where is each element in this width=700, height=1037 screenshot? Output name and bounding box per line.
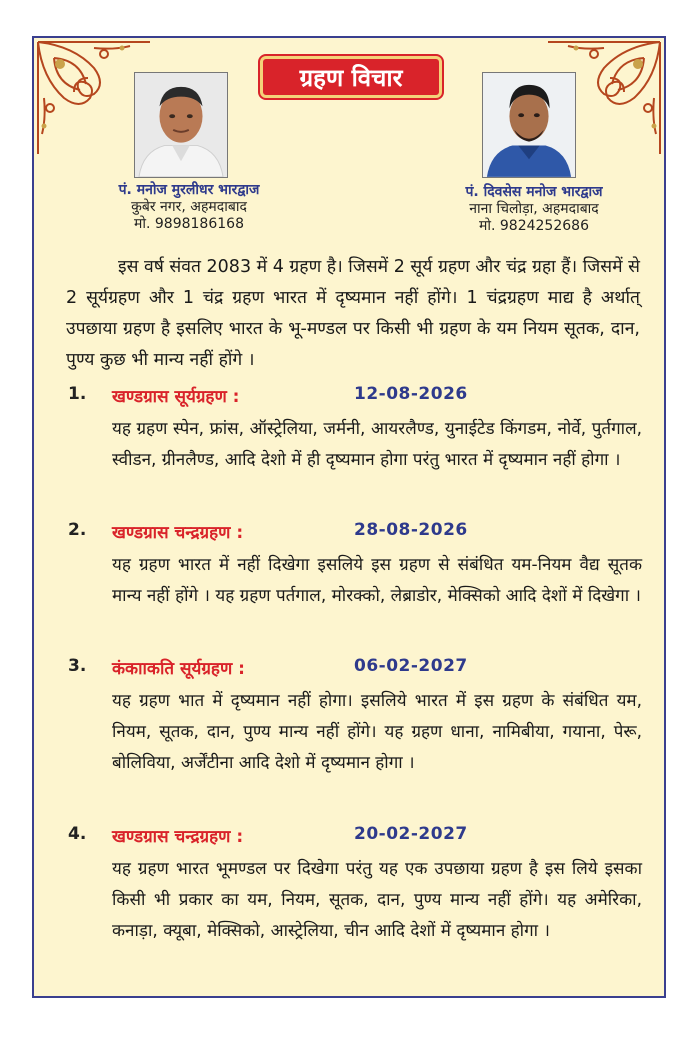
person-left-phone: मो. 9898186168 [134,216,244,232]
eclipse-item-1 [34,384,664,470]
intro-paragraph: इस वर्ष संवत 2083 में 4 ग्रहण है। जिसमें 2 सूर्य ग्रहण और चंद्र ग्रहा हैं। जिसमें से 2 सूर्यग्रहण और 1 चंद्र ग्रहण भारत में दृष्यमान नहीं होंगे। 1 चंद्रग्रहण माद्य है अर्थात् उपछाया ग्रहण है इसलिए भारत के भू-मण्डल पर किसी भी ग्रहण के यम नियम सूतक, दान, पुण्य कुछ भी मान्य नहीं होंगे । [66,257,640,370]
item-title: खण्डग्रास चन्द्रग्रहण : [112,827,244,847]
person-info-left [74,182,304,233]
title-banner [260,56,442,98]
item-number: 4. [68,824,87,844]
item-description: यह ग्रहण भारत भूमण्डल पर दिखेगा परंतु यह एक उपछाया ग्रहण है इस लिये इसका किसी भी प्रकार का यम, नियम, सूतक, दान, पुण्य मान्य नहीं होंगे। यह अमेरिका, कनाड़ा, क्यूबा, मेक्सिको, आस्ट्रेलिया, चीन आदि देशों में दृष्यमान होगा । [112,859,642,941]
eclipse-item-3 [34,656,664,773]
person-right-name: पं. दिवसेस मनोज भारद्वाज [465,184,603,200]
item-number: 3. [68,656,87,676]
item-date: 28-08-2026 [354,520,468,540]
item-title: खण्डग्रास सूर्यग्रहण : [112,387,240,407]
item-title: खण्डग्रास चन्द्रग्रहण : [112,523,244,543]
person-info-right [414,184,654,235]
item-number: 1. [68,384,87,404]
person-right-phone: मो. 9824252686 [479,218,589,234]
item-description: यह ग्रहण भारत में नहीं दिखेगा इसलिये इस ग्रहण से संबंधित यम-नियम वैद्य सूतक मान्य नहीं होंगे । यह ग्रहण पर्तगाल, मोरक्को, लेब्राडोर, मेक्सिको आदि देशों में दिखेगा । [112,555,642,606]
item-date: 12-08-2026 [354,384,468,404]
item-description: यह ग्रहण भात में दृष्यमान नहीं होगा। इसलिये भारत में इस ग्रहण के संबंधित यम, नियम, सूतक, दान, पुण्य मान्य नहीं होंगे। यह ग्रहण धाना, नामिबीया, गयाना, पेरू, बोलिविया, अर्जेंटीना आदि देशो में दृष्यमान होगा । [112,691,642,773]
poster-frame [32,36,666,998]
item-number: 2. [68,520,87,540]
item-title: कंकााकति सूर्यग्रहण : [112,659,245,679]
eclipse-item-2 [34,520,664,606]
item-date: 06-02-2027 [354,656,468,676]
eclipse-item-4 [34,824,664,941]
portrait-left [134,72,228,178]
person-left-address: कुबेर नगर, अहमदाबाद [131,199,247,215]
item-description: यह ग्रहण स्पेन, फ्रांस, ऑस्ट्रेलिया, जर्मनी, आयरलैण्ड, युनाईटेड किंगडम, नोर्वे, पुर्तगाल, स्वीडन, ग्रीनलैण्ड, आदि देशो में ही दृष्यमान होगा परंतु भारत में दृष्यमान नहीं होगा । [112,419,642,470]
portrait-right [482,72,576,178]
item-date: 20-02-2027 [354,824,468,844]
person-left-name: पं. मनोज मुरलीधर भारद्वाज [118,182,260,198]
person-right-address: नाना चिलोड़ा, अहमदाबाद [469,201,599,217]
banner-title: ग्रहण विचार [299,63,403,92]
